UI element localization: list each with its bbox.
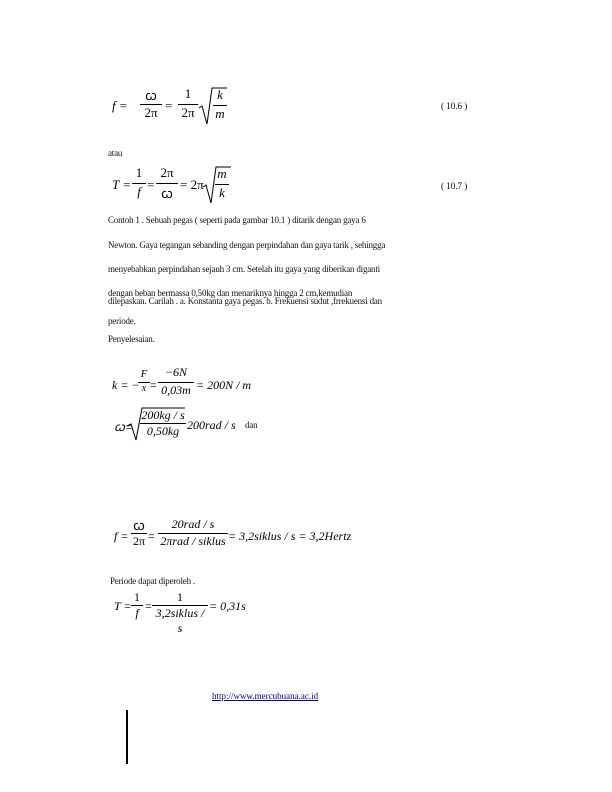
eq-10-7-frac2-num: 2π <box>160 165 174 180</box>
eq-10-7-number: ( 10.7 ) <box>441 181 468 191</box>
eq-10-7-frac2-den: ꞷ <box>161 186 173 201</box>
eq-10-7-root-num: m <box>217 166 227 181</box>
calc-k-frac2-den: 0,03m <box>161 383 191 397</box>
example-line-1: Contoh 1 . Sebuah pegas ( seperti pada gambar 10.1 ) ditarik dengan gaya 6 <box>108 215 366 225</box>
calc-T-lhs: T = <box>114 599 132 613</box>
eq-10-6-frac2-num: 1 <box>184 86 192 101</box>
example-line-6: periode. <box>108 316 136 326</box>
calc-f-frac1-den: 2π <box>132 534 146 548</box>
calc-T-fraction-1 <box>131 590 143 624</box>
eq-10-7-fraction-1 <box>132 165 146 205</box>
calc-f-fraction-1 <box>131 516 147 552</box>
calc-T-frac1-den: f <box>135 606 139 620</box>
calc-T-equals: = <box>145 599 152 613</box>
calc-omega-root-den: 0,50kg <box>146 424 180 438</box>
example-line-3: menyebabkan perpindahan sejauh 3 cm. Setelah itu gaya yang diberikan diganti <box>108 264 380 274</box>
calc-T-result: = 0,31s <box>209 599 246 613</box>
calc-f-result: = 3,2siklus / s = 3,2Hertz <box>228 529 352 543</box>
period-label: Periode dapat diperoleh . <box>110 576 195 586</box>
eq-10-7-equals: = <box>147 177 155 192</box>
eq-10-7-root-den: k <box>219 185 225 200</box>
eq-10-6-fraction-1 <box>140 86 162 126</box>
calc-omega-result: 200rad / s <box>187 418 236 432</box>
calc-k-fraction-2 <box>158 365 194 399</box>
calc-f-frac2-den: 2πrad / siklus <box>160 534 226 548</box>
eq-10-6-frac2-den: 2π <box>181 105 195 120</box>
example-line-4: dengan beban bermassa 0,50kg dan menariknya hingga 2 cm,kemudian <box>108 288 353 298</box>
calc-k-fraction-1 <box>138 368 150 400</box>
solution-label: Penyelesaian. <box>108 334 155 344</box>
eq-10-7-lhs: T = <box>112 177 132 192</box>
eq-10-6-root-fraction <box>212 86 228 126</box>
calc-k-frac2-num: −6N <box>164 365 188 379</box>
eq-10-6-root-den: m <box>215 106 225 121</box>
calc-f-frac2-num: 20rad / s <box>171 517 215 531</box>
eq-10-6-root-num: k <box>217 87 223 102</box>
eq-10-6-number: ( 10.6 ) <box>441 101 468 111</box>
eq-10-7-frac1-num: 1 <box>135 165 143 180</box>
calc-k-equals: = <box>150 378 157 392</box>
eq-10-7-frac1-den: f <box>137 184 141 199</box>
calc-f-lhs: f = <box>114 529 129 543</box>
eq-10-6-equals: = <box>165 98 173 113</box>
calc-k-frac1-den: x <box>141 383 147 394</box>
eq-10-7-root-fraction <box>214 165 230 205</box>
example-line-5: dilepaskan. Carilah . a. Konstanta gaya pegas. b. Frekuensi sudut ,frrekuensi dan <box>108 296 382 306</box>
eq-10-6-frac1-num: ꞷ <box>145 88 157 103</box>
calc-f-equals: = <box>148 529 155 543</box>
calc-T-fraction-2 <box>152 590 208 635</box>
example-line-2: Newton. Gaya tegangan sebanding dengan perpindahan dan gaya tarik , sehingga <box>108 240 386 250</box>
eq-10-6-fraction-2 <box>178 86 198 126</box>
calc-k-result: = 200N / m <box>196 378 252 392</box>
calc-f-frac1-num: ꞷ <box>133 518 145 533</box>
calc-omega-root-num: 200kg / s <box>141 408 185 422</box>
calc-f-fraction-2 <box>158 517 228 553</box>
calc-k-frac1-num: F <box>140 368 148 380</box>
calc-T-frac2-den: 3,2siklus / s <box>155 606 205 635</box>
calc-T-frac1-num: 1 <box>134 590 140 604</box>
calc-omega-root-fraction <box>140 408 186 442</box>
footer-link[interactable]: http://www.mercubuana.ac.id <box>212 691 319 701</box>
calc-T-frac2-num: 1 <box>177 590 183 604</box>
atau-text: atau <box>108 148 123 158</box>
eq-10-7-equals-2pi: = 2π <box>180 177 204 192</box>
calc-omega-lhs: ꞷ= <box>114 420 133 434</box>
eq-10-6-lhs: f = <box>112 98 128 113</box>
calc-omega-tail: dan <box>245 420 258 430</box>
eq-10-6-frac1-den: 2π <box>144 105 158 120</box>
margin-bar <box>126 710 128 764</box>
eq-10-7-fraction-2 <box>156 165 178 205</box>
calc-k-lhs: k = − <box>112 378 140 392</box>
